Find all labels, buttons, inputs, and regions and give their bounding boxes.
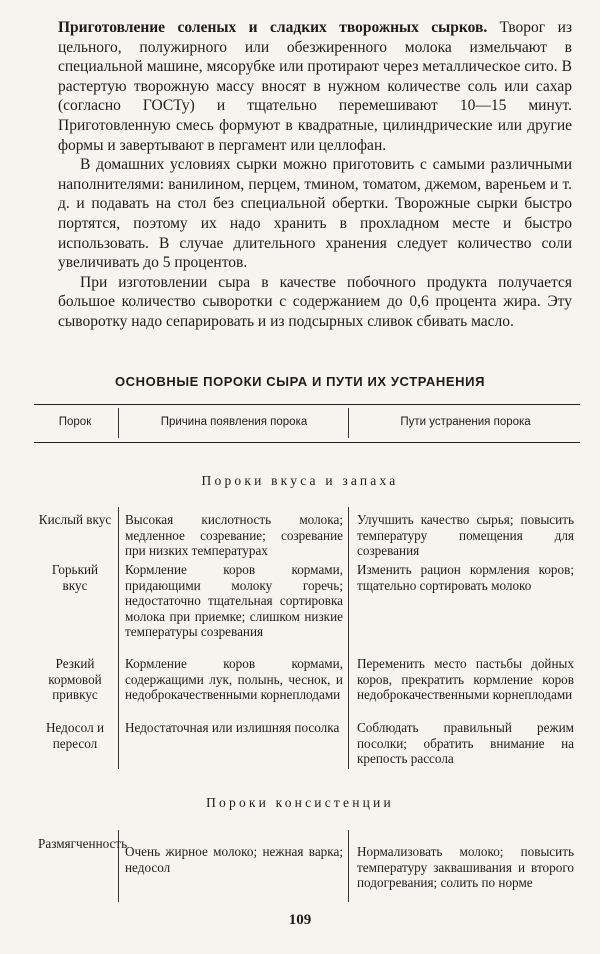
column-divider — [118, 507, 119, 769]
remedy-cell: Изменить рацион кормления коров; тщательно сортировать молоко — [357, 562, 574, 593]
section-consistency: Пороки консистенции — [206, 795, 394, 810]
column-divider — [348, 830, 349, 902]
section-taste-smell: Пороки вкуса и запаха — [201, 473, 399, 488]
cause-cell: Кормление коров кормами, содержащими лук, полынь, чеснок, и недоброкачественными корнеплодами — [125, 656, 343, 702]
defect-cell: Кислый вкус — [38, 512, 112, 527]
header-remedy: Пути устранения порока — [400, 416, 531, 428]
table-title: ОСНОВНЫЕ ПОРОКИ СЫРА И ПУТИ ИХ УСТРАНЕНИЯ — [114, 374, 486, 389]
cause-cell: Кормление коров кормами, придающими молоку горечь; недостаточно тщательная сортировка молока при приемке; слишком низкие температуры созревания — [125, 562, 343, 639]
defect-cell: Резкий кормовой привкус — [48, 656, 102, 702]
paragraph-1-text: Творог из цельного, полужирного или обезжиренного молока измельчают в специальной машине, мясорубке или протирают через металлическое сито. В растертую творожную массу вносят в нужном количестве соль или сахар (согласно ГОСТу) и тщательно перемешивают 10—15 минут. Приготовленную смесь формуют в квадратные, цилиндрические или другие формы и завертывают в пергамент или целлофан. — [58, 19, 572, 154]
paragraph-3: При изготовлении сыра в качестве побочного продукта получается большое количество сыворотки с содержанием до 0,6 процента жира. Эту сыворотку надо сепарировать и из подсырных сливок сбивать масло. — [58, 273, 572, 330]
cause-cell: Недостаточная или излишняя посолка — [125, 720, 340, 735]
page-number: 109 — [288, 912, 312, 928]
remedy-cell: Нормализовать молоко; повысить температуру заквашивания и второго подогревания; солить по норме — [357, 844, 574, 890]
header-defect: Порок — [58, 416, 92, 428]
header-bottom-rule — [34, 442, 580, 443]
body-text — [58, 18, 572, 332]
defect-cell: Горький вкус — [51, 562, 99, 593]
paragraph-lead-heading: Приготовление соленых и сладких творожных сырков. — [58, 19, 488, 36]
header-divider — [118, 408, 119, 438]
defect-cell: Размягченность — [38, 836, 128, 851]
cause-cell: Высокая кислотность молока; медленное созревание; созревание при низких температурах — [125, 512, 343, 558]
remedy-cell: Переменить место пастьбы дойных коров, прекратить кормление коров недоброкачественными корнеплодами — [357, 656, 574, 702]
paragraph-2: В домашних условиях сырки можно приготовить с самыми различными наполнителями: ванилином, перцем, тмином, томатом, джемом, вареньем и т. д. и подавать на стол без специальной обертки. Творожные сырки быстро портятся, поэтому их надо хранить в прохладном месте и быстро использовать. В случае длительного хранения следует количество соли увеличивать до 5 процентов. — [58, 156, 572, 272]
column-divider — [348, 507, 349, 769]
defect-cell: Недосол и пересол — [45, 720, 105, 751]
remedy-cell: Соблюдать правильный режим посолки; обратить внимание на крепость рассола — [357, 720, 574, 766]
paragraph-1 — [58, 18, 572, 155]
remedy-cell: Улучшить качество сырья; повысить температуру помещения для созревания — [357, 512, 574, 558]
header-cause: Причина появления порока — [160, 416, 308, 428]
table-top-rule — [34, 404, 580, 405]
cause-cell: Очень жирное молоко; нежная варка; недосол — [125, 844, 343, 875]
header-divider — [348, 408, 349, 438]
